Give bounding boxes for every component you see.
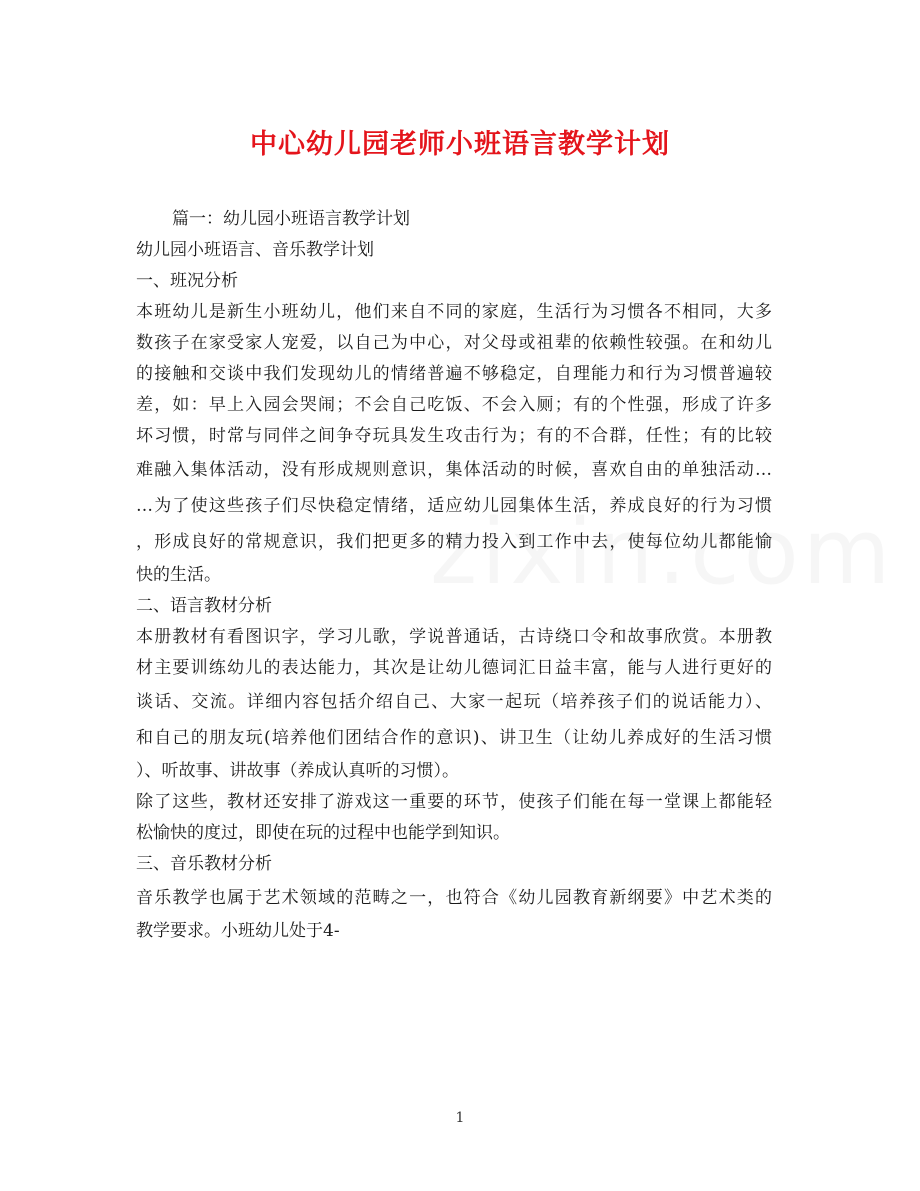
- section-heading: 三、音乐教材分析: [136, 854, 272, 874]
- page-number: 1: [455, 1110, 465, 1126]
- paragraph-line: 谈话、交流。详细内容包括介绍自己、大家一起玩（培养孩子们的说话能力）、: [136, 692, 772, 712]
- paragraph-line: ，形成良好的常规意识，我们把更多的精力投入到工作中去，使每位幼儿都能愉: [136, 532, 772, 552]
- paragraph-line: 坏习惯，时常与同伴之间争夺玩具发生攻击行为；有的不合群，任性；有的比较: [136, 426, 772, 446]
- paragraph-line: 本册教材有看图识字，学习儿歌，学说普通话，古诗绕口令和故事欣赏。本册教: [136, 627, 772, 647]
- paragraph-line: 差，如：早上入园会哭闹；不会自己吃饭、不会入厕；有的个性强，形成了许多: [136, 395, 772, 415]
- paragraph-line: 音乐教学也属于艺术领域的范畴之一，也符合《幼儿园教育新纲要》中艺术类的: [136, 888, 772, 908]
- paragraph-line: 快的生活。: [136, 565, 221, 585]
- paragraph-line: 和自己的朋友玩(培养他们团结合作的意识)、讲卫生（让幼儿养成好的生活习惯: [136, 728, 772, 748]
- paragraph-line: 难融入集体活动，没有形成规则意识，集体活动的时候，喜欢自由的单独活动…: [136, 460, 772, 480]
- document-body: [136, 204, 772, 947]
- section-heading: 二、语言教材分析: [136, 596, 272, 616]
- paragraph-line: ）、听故事、讲故事（养成认真听的习惯）。: [136, 761, 459, 781]
- paragraph-line: 材主要训练幼儿的表达能力，其次是让幼儿德词汇日益丰富，能与人进行更好的: [136, 658, 772, 678]
- paragraph-line: …为了使这些孩子们尽快稳定情绪，适应幼儿园集体生活，养成良好的行为习惯: [136, 496, 772, 516]
- subtitle-line: 幼儿园小班语言、音乐教学计划: [136, 240, 374, 260]
- paragraph-line: 数孩子在家受家人宠爱，以自己为中心，对父母或祖辈的依赖性较强。在和幼儿: [136, 333, 772, 353]
- section-heading: 一、班况分析: [136, 271, 238, 291]
- document-title: 中心幼儿园老师小班语言教学计划: [250, 129, 670, 160]
- paragraph-line: 除了这些，教材还安排了游戏这一重要的环节，使孩子们能在每一堂课上都能轻: [136, 792, 772, 812]
- paragraph-line: 的接触和交谈中我们发现幼儿的情绪普遍不够稳定，自理能力和行为习惯普遍较: [136, 364, 772, 384]
- section-heading: 篇一：幼儿园小班语言教学计划: [172, 209, 410, 229]
- paragraph-line: 松愉快的度过，即使在玩的过程中也能学到知识。: [136, 823, 510, 843]
- paragraph-line: 本班幼儿是新生小班幼儿，他们来自不同的家庭，生活行为习惯各不相同，大多: [136, 302, 772, 322]
- paragraph-line: 教学要求。小班幼儿处于4-: [136, 921, 340, 941]
